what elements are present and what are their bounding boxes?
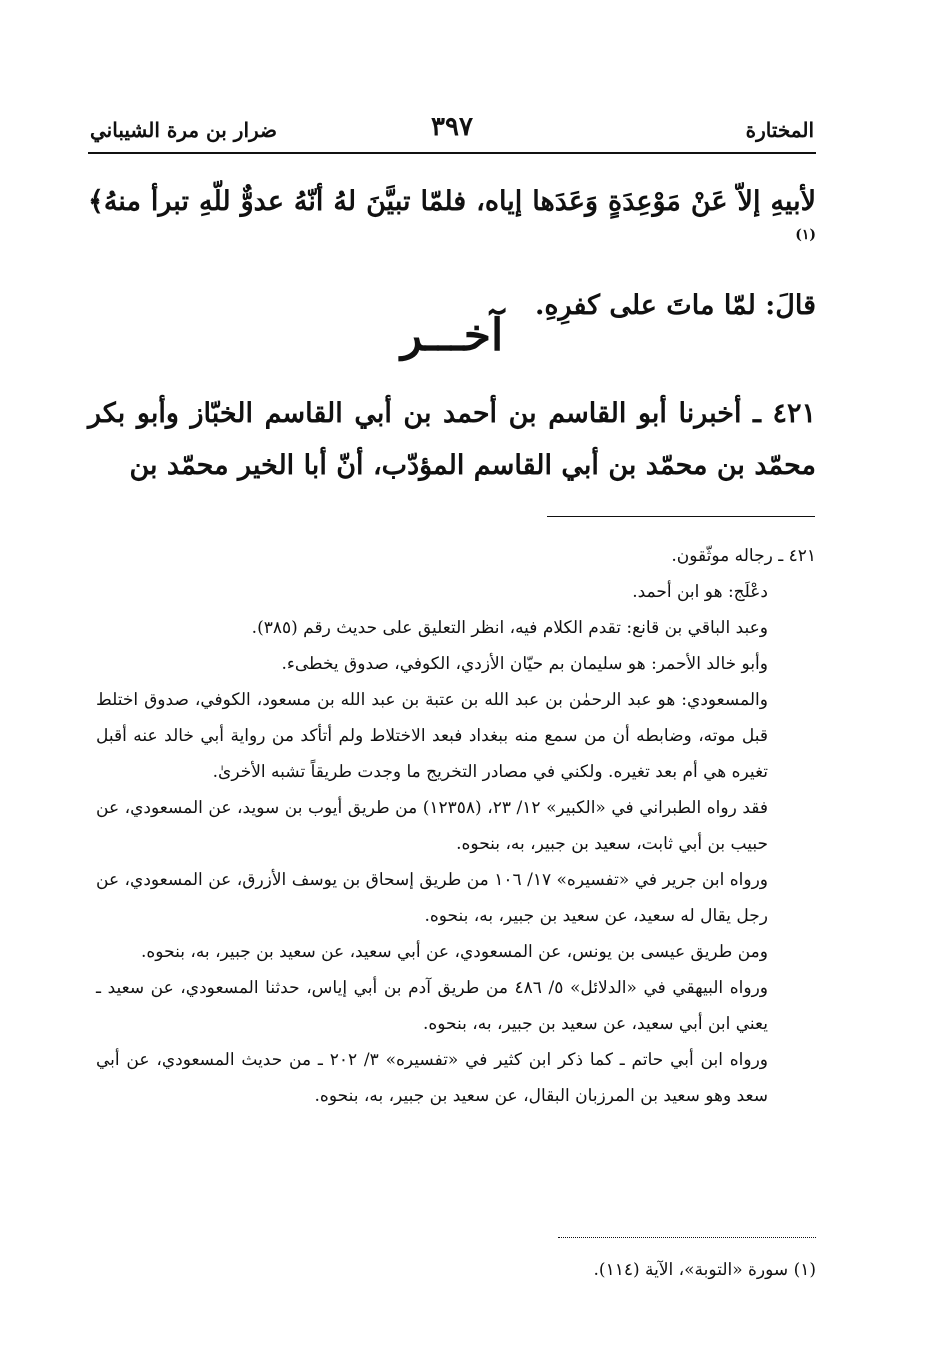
- main-text-top: [88, 176, 816, 332]
- note-item: وأبو خالد الأحمر: هو سليمان بم حيّان الأزدي، الكوفي، صدوق يخطىء.: [281, 654, 768, 674]
- note-item: دعْلَج: هو ابن أحمد.: [632, 582, 768, 602]
- main-line-2: قالَ: لمّا ماتَ على كفرِهِ.: [535, 290, 816, 321]
- page-number: ٣٩٧: [431, 112, 473, 142]
- note-item: والمسعودي: هو عبد الرحمٰن بن عبد الله بن عتبة بن عبد الله بن مسعود، الكوفي، صدوق اختلط قبل موته، وضابطه أن من سمع منه ببغداد فبعد الاختلاط ولم أتأكد من رواية أبي خالد عنه أقبل تغيره هي أم بعد تغيره. ولكني في مصادر التخريج ما وجدت طريقاً تشبه الأخرىٰ.: [96, 690, 768, 782]
- section-heading: آخـــر: [400, 310, 504, 361]
- chapter-title: ضرار بن مرة الشيباني: [90, 118, 278, 142]
- commentary-notes: [96, 538, 816, 1114]
- note-item: ورواه ابن أبي حاتم ـ كما ذكر ابن كثير في «تفسيره» ٣/ ٢٠٢ ـ من حديث المسعودي، عن أبي سعد وهو سعيد بن المرزبان البقال، عن سعيد بن جبير، به، بنحوه.: [96, 1050, 768, 1106]
- note-item: ورواه ابن جرير في «تفسيره» ١٧/ ١٠٦ من طريق إسحاق بن يوسف الأزرق، عن المسعودي، عن رجل يقال له سعيد، عن سعيد بن جبير، به، بنحوه.: [96, 870, 769, 926]
- note-item: فقد رواه الطبراني في «الكبير» ١٢/ ٢٣، (١٢٣٥٨) من طريق أيوب بن سويد، عن المسعودي، عن حبيب بن أبي ثابت، سعيد بن جبير، به، بنحوه.: [96, 798, 768, 854]
- footnote-separator: [558, 1237, 816, 1238]
- footnote-ref[interactable]: (١): [795, 227, 816, 243]
- note-item: ٤٢١ ـ رجاله موثّقون.: [671, 546, 816, 566]
- note-item: وعبد الباقي بن قانع: تقدم الكلام فيه، انظر التعليق على حديث رقم (٣٨٥).: [251, 618, 768, 638]
- verse-text: لأبيهِ إلاّ عَنْ مَوْعِدَةٍ وَعَدَها إياه، فلمّا تبيَّنَ لهُ أنّهُ عدوٌّ للّهِ تبرأ منهُ﴾: [88, 186, 816, 217]
- main-text-hadith: [88, 388, 816, 492]
- notes-separator: [547, 516, 815, 517]
- page-header: [88, 112, 816, 154]
- note-item: ورواه البيهقي في «الدلائل» ٥/ ٤٨٦ من طريق آدم بن أبي إياس، حدثنا المسعودي، عن سعيد ـ يعني ابن أبي سعيد، عن سعيد بن جبير، به، بنحوه.: [96, 978, 768, 1034]
- book-title: المختارة: [745, 118, 814, 142]
- note-item: ومن طريق عيسى بن يونس، عن المسعودي، عن أبي سعيد، عن سعيد بن جبير، به، بنحوه.: [141, 942, 768, 962]
- footnote: (١) سورة «التوبة»، الآية (١١٤).: [593, 1260, 816, 1280]
- hadith-paragraph: ٤٢١ ـ أخبرنا أبو القاسم بن أحمد بن أبي القاسم الخبّاز وأبو بكر محمّد بن محمّد بن أبي القاسم المؤدّب، أنّ أبا الخير محمّد بن: [88, 398, 816, 481]
- main-line-1: [88, 176, 816, 280]
